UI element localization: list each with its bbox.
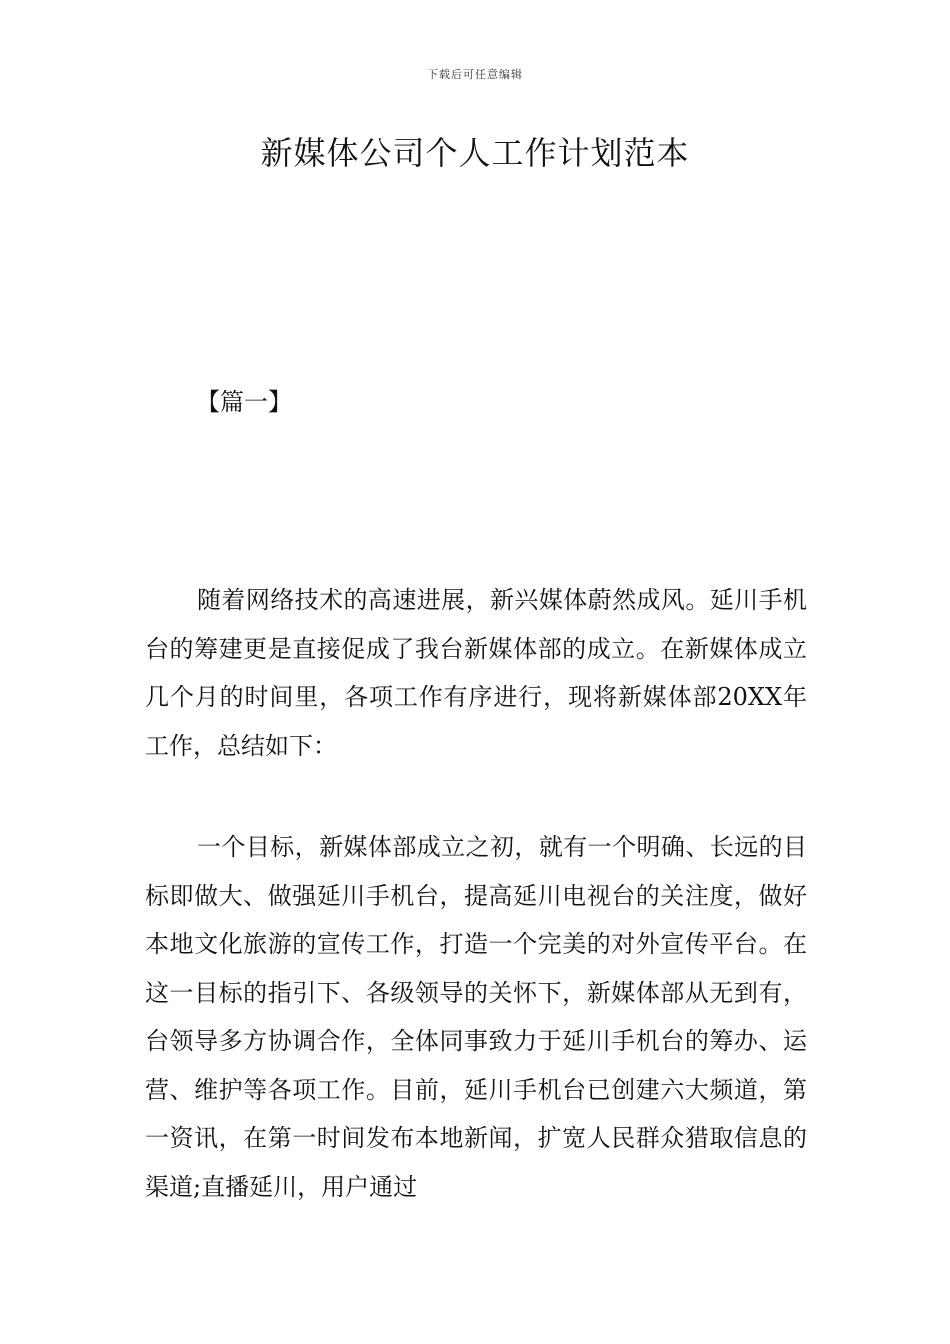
body-paragraph: 随着网络技术的高速进展，新兴媒体蔚然成风。延川手机台的筹建更是直接促成了我台新媒体部的成立。在新媒体成立几个月的时间里，各项工作有序进行，现将新媒体部20XX年工作，总结如下： — [145, 586, 807, 760]
header-note: 下载后可任意编辑 — [427, 68, 523, 81]
document-title: 新媒体公司个人工作计划范本 — [260, 134, 690, 172]
section-label: 【篇一】 — [196, 388, 292, 416]
body-paragraph: 一个目标，新媒体部成立之初，就有一个明确、长远的目标即做大、做强延川手机台，提高延川电视台的关注度，做好本地文化旅游的宣传工作，打造一个完美的对外宣传平台。在这一目标的指引下、各级领导的关怀下，新媒体部从无到有，台领导多方协调合作，全体同事致力于延川手机台的筹办、运营、维护等各项工作。目前，延川手机台已创建六大频道，第一资讯，在第一时间发布本地新闻，扩宽人民群众猎取信息的渠道;直播延川，用户通过 — [145, 833, 807, 1201]
